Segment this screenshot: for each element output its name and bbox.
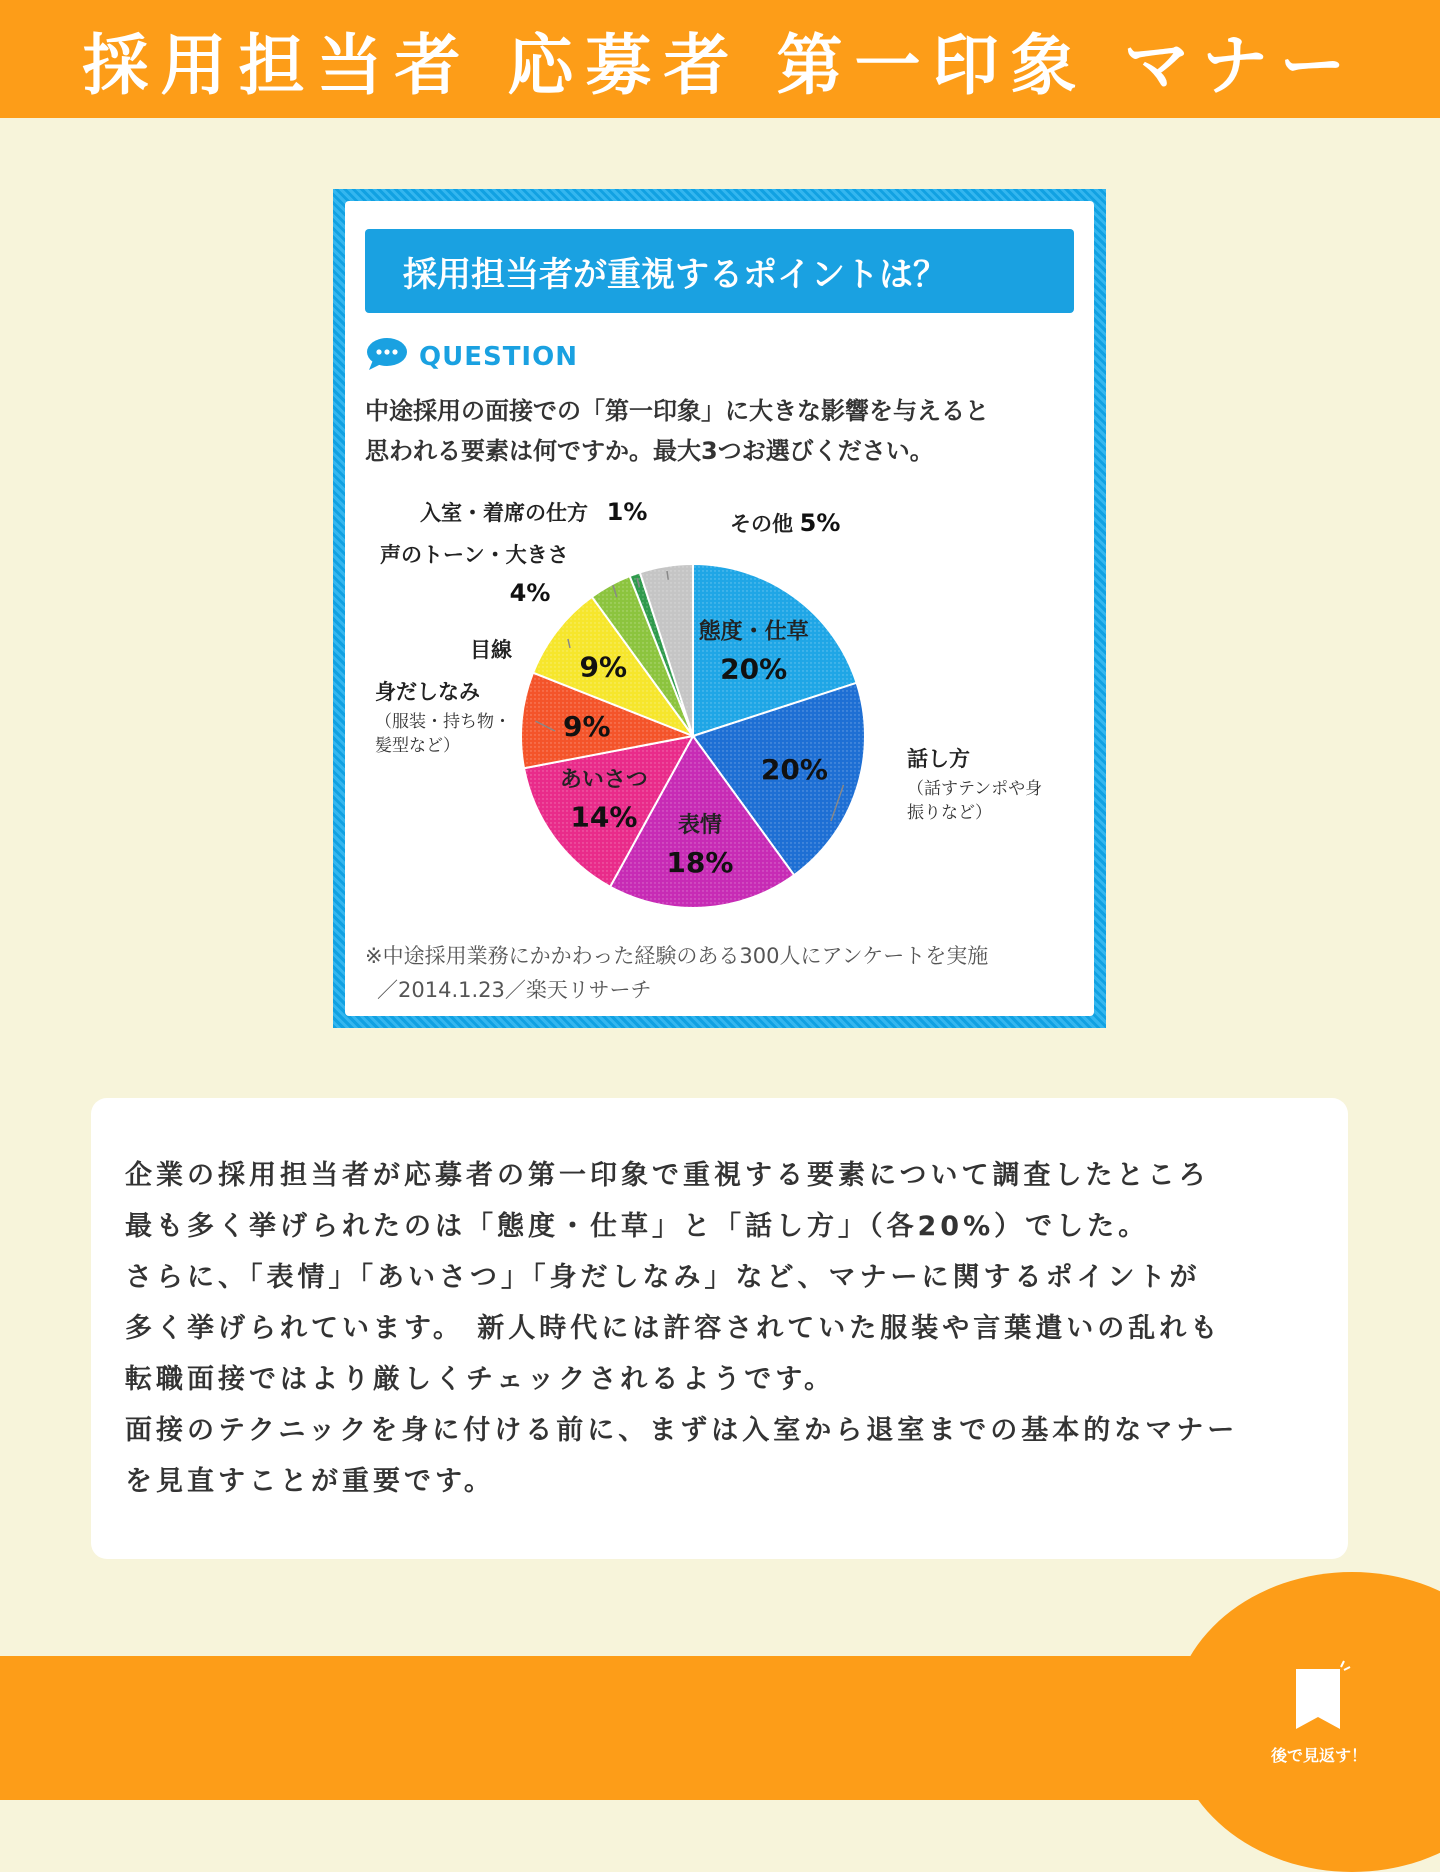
description-card [91, 1098, 1348, 1559]
slice-name-label: 表情 [677, 812, 722, 838]
slice-name-label: その他 [730, 512, 793, 536]
header-bar [0, 0, 1440, 118]
slice-percent-label: 14% [570, 800, 638, 834]
slice-percent-label: 20% [760, 752, 828, 786]
page-title: 採用担当者 応募者 第一印象 マナー [82, 26, 1358, 104]
chart-footnote [365, 939, 1085, 1007]
question-line-2: 思われる要素は何ですか。最大3つお選びください。 [365, 437, 934, 465]
infographic-panel [345, 201, 1094, 1016]
description-text [125, 1150, 1325, 1507]
bookmark-button[interactable] [1254, 1655, 1384, 1775]
banner-title: 採用担当者が重視するポイントは？ [403, 254, 947, 295]
slice-note-label: 振りなど） [907, 803, 992, 823]
description-line: 最も多く挙げられたのは「態度・仕草」と「話し方」（各20%）でした。 [125, 1211, 1150, 1242]
slice-name-label: 声のトーン・大きさ [380, 543, 569, 567]
slice-note-label: （話すテンポや身 [907, 779, 1043, 799]
slice-percent-label: 4% [509, 579, 551, 607]
slice-name-label: 身だしなみ [375, 680, 480, 704]
slice-name-label: 態度・仕草 [698, 619, 809, 645]
description-line: 面接のテクニックを身に付ける前に、まずは入室から退室までの基本的なマナー [125, 1415, 1239, 1446]
question-line-1: 中途採用の面接での「第一印象」に大きな影響を与えると [365, 397, 989, 425]
slice-percent-label: 1% [606, 498, 648, 526]
description-line: 多く挙げられています。 新人時代には許容されていた服装や言葉遣いの乱れも [125, 1313, 1222, 1344]
slice-percent-label: 9% [563, 709, 611, 743]
slice-name-label: 入室・着席の仕方 [420, 501, 588, 525]
slice-percent-label: 5% [799, 509, 841, 537]
description-line: 転職面接ではより厳しくチェックされるようです。 [125, 1364, 836, 1395]
footnote-line-2: ／2014.1.23／楽天リサーチ [377, 978, 652, 1002]
description-line: さらに、「表情」「あいさつ」「身だしなみ」など、マナーに関するポイントが [125, 1262, 1201, 1293]
slice-percent-label: 18% [666, 845, 734, 879]
slice-note-label: （服装・持ち物・ [375, 712, 511, 732]
slice-name-label: 目線 [470, 638, 512, 662]
pie-chart [345, 201, 1094, 1016]
infographic [333, 189, 1106, 1028]
slice-percent-label: 20% [720, 652, 788, 686]
slice-percent-label: 9% [579, 650, 628, 684]
question-label: QUESTION [419, 342, 578, 372]
slice-name-label: あいさつ [559, 767, 648, 793]
description-line: 企業の採用担当者が応募者の第一印象で重視する要素について調査したところ [125, 1160, 1210, 1191]
slice-note-label: 髪型など） [375, 736, 460, 756]
bookmark-label: 後で見返す！ [1270, 1746, 1367, 1765]
description-line: を見直すことが重要です。 [125, 1466, 495, 1497]
footnote-line-1: ※中途採用業務にかかわった経験のある300人にアンケートを実施 [365, 944, 989, 968]
slice-name-label: 話し方 [907, 747, 970, 771]
bookmark-icon [1284, 1655, 1354, 1737]
